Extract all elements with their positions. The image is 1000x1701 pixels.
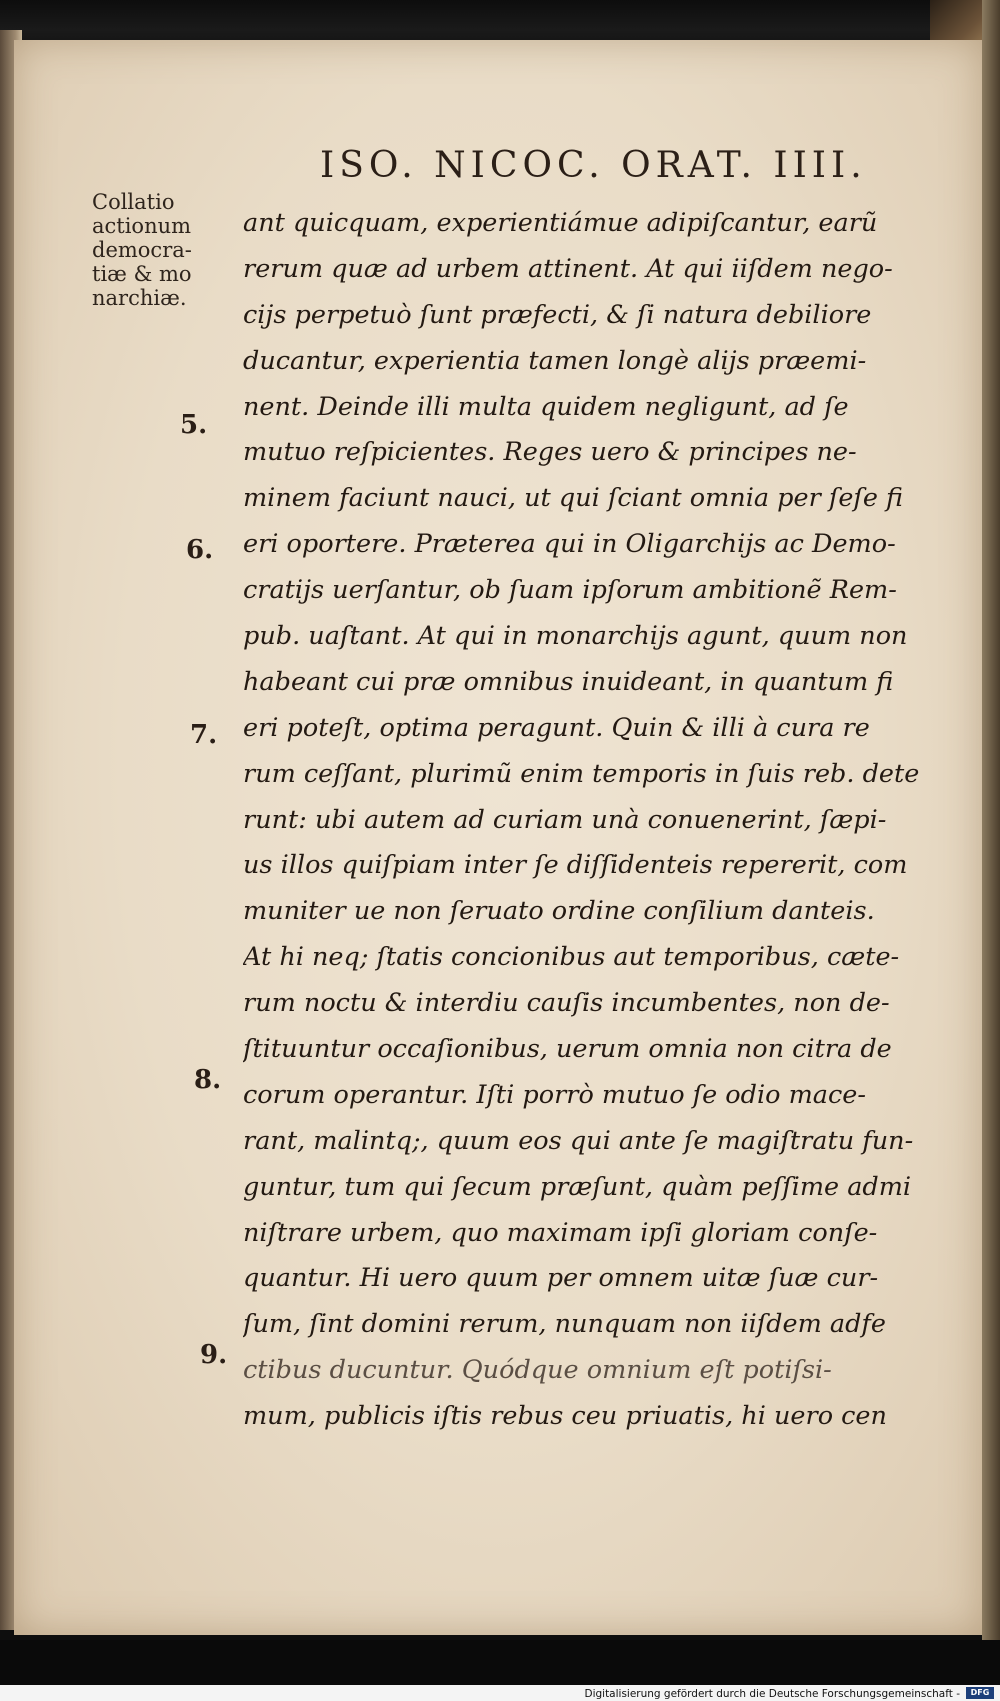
text-line: eri oportere. Præterea qui in Oligarchijs ac Demo-: [243, 529, 896, 560]
text-line: ſtituuntur occaſionibus, uerum omnia non citra de: [243, 1034, 892, 1065]
paragraph-number: 9.: [200, 1340, 228, 1370]
text-line: muniter ue non ſeruato ordine conſilium danteis.: [243, 896, 875, 927]
text-line: mum, publicis iſtis rebus ceu priuatis, hi uero cen: [243, 1401, 887, 1432]
text-line: mutuo reſpicientes. Reges uero & principes ne-: [243, 437, 857, 468]
running-head: ISO. NICOC. ORAT. IIII.: [320, 145, 867, 186]
body-text: [243, 201, 943, 1440]
paragraph-number: 6.: [186, 535, 214, 565]
text-line: runt: ubi autem ad curiam unà conuenerint, ſæpi-: [243, 804, 887, 835]
text-line: niſtrare urbem, quo maximam ipſi gloriam conſe-: [243, 1217, 878, 1248]
text-line: ducantur, experientia tamen longè alijs præemi-: [243, 345, 867, 376]
dfg-logo-icon: DFG: [966, 1687, 994, 1699]
text-line: cijs perpetuò ſunt præfecti, & ſi natura debiliore: [243, 299, 872, 330]
text-line: quantur. Hi uero quum per omnem uitæ ſuæ cur-: [243, 1263, 879, 1294]
text-line: ſum, ſint domini rerum, nunquam non iiſdem adfe: [243, 1309, 886, 1340]
marginal-note-line: Collatio: [92, 190, 175, 214]
marginal-note-line: tiæ & mo: [92, 262, 192, 286]
marginal-note: [92, 190, 232, 310]
paragraph-number: 5.: [180, 410, 208, 440]
marginal-note-line: democra-: [92, 238, 192, 262]
footer-credit: Digitalisierung gefördert durch die Deutsche Forschungsgemeinschaft -: [584, 1688, 960, 1700]
text-line: corum operantur. Iſti porrò mutuo ſe odio mace-: [243, 1079, 866, 1110]
text-line: rerum quæ ad urbem attinent. At qui iiſdem nego-: [243, 253, 893, 284]
text-line: guntur, tum qui ſecum præſunt, quàm peſſime admi: [243, 1171, 912, 1202]
text-line: minem faciunt nauci, ut qui ſciant omnia per ſeſe fi: [243, 483, 904, 514]
paragraph-number: 8.: [194, 1065, 222, 1095]
text-line: cratijs uerſantur, ob ſuam ipſorum ambitionẽ Rem-: [243, 575, 897, 606]
scan-bottom-shadow: [0, 1640, 1000, 1685]
book-spine-edge: [982, 0, 1000, 1701]
text-line: habeant cui præ omnibus inuideant, in quantum fi: [243, 666, 894, 697]
text-line: rant, malintq;, quum eos qui ante ſe magiſtratu fun-: [243, 1125, 914, 1156]
text-line: nent. Deinde illi multa quidem negligunt, ad ſe: [243, 391, 849, 422]
text-line: pub. uaſtant. At qui in monarchijs agunt, quum non: [243, 621, 908, 652]
text-line: us illos quiſpiam inter ſe diſſidenteis repererit, com: [243, 850, 908, 881]
text-line: rum noctu & interdiu cauſis incumbentes, non de-: [243, 988, 890, 1019]
marginal-note-line: narchiæ.: [92, 286, 187, 310]
text-line: ant quicquam, experientiámue adipiſcantur, earũ: [243, 208, 878, 238]
text-line: At hi neq; ſtatis concionibus aut temporibus, cæte-: [243, 942, 900, 973]
text-line: eri poteſt, optima peragunt. Quin & illi à cura re: [243, 712, 870, 743]
text-line: rum ceſſant, plurimũ enim temporis in ſuis reb. dete: [243, 758, 920, 789]
footer-bar: [0, 1685, 1000, 1701]
text-line: ctibus ducuntur. Quódque omnium eſt potiſsi-: [243, 1355, 832, 1386]
paragraph-number: 7.: [190, 720, 218, 750]
marginal-note-line: actionum: [92, 214, 192, 238]
